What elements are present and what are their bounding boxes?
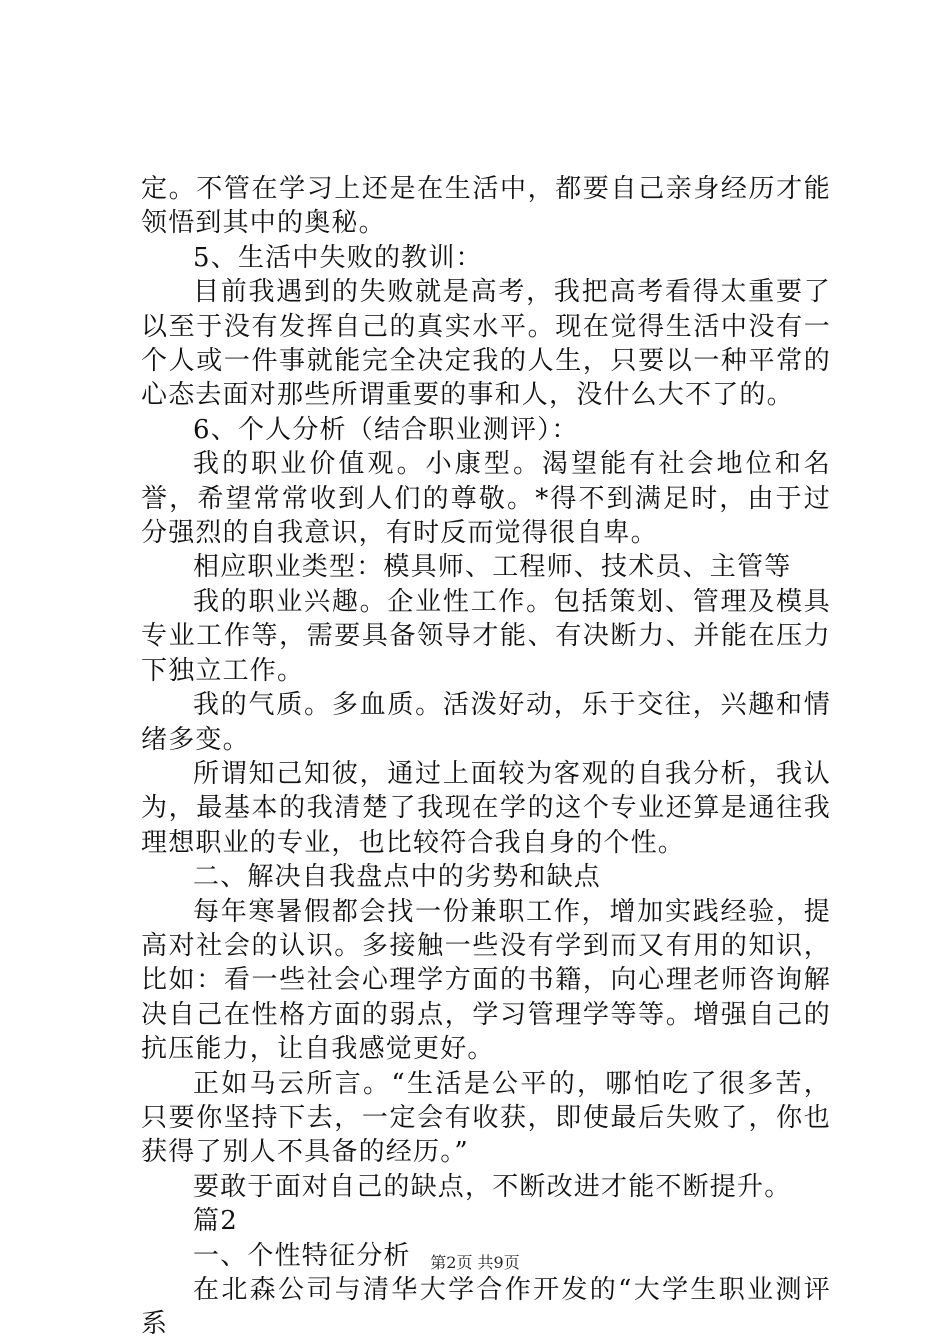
paragraph-6: 相应职业类型：模具师、工程师、技术员、主管等 [193, 552, 792, 583]
paragraph-9: 所谓知己知彼，通过上面较为客观的自我分析，我认为，最基本的我清楚了我现在学的这个专业还算是通往我理想职业的专业，也比较符合我自身的个性。 [141, 758, 831, 858]
paragraph-13: 要敢于面对自己的缺点，不断改进才能不断提升。 [193, 1171, 792, 1202]
page-footer: 第2页 共9页 [430, 1253, 520, 1272]
paragraph-10: 二、解决自我盘点中的劣势和缺点 [193, 862, 602, 893]
paragraph-8: 我的气质。多血质。活泼好动，乐于交往，兴趣和情绪多变。 [141, 690, 831, 755]
paragraph-1: 定。不管在学习上还是在生活中，都要自己亲身经历才能领悟到其中的奥秘。 [141, 174, 831, 239]
paragraph-14: 篇2 [193, 1206, 238, 1237]
paragraph-7: 我的职业兴趣。企业性工作。包括策划、管理及模具专业工作等，需要具备领导才能、有决断力、并能在压力下独立工作。 [141, 586, 831, 686]
paragraph-11: 每年寒暑假都会找一份兼职工作，增加实践经验，提高对社会的认识。多接触一些没有学到而又有用的知识，比如：看一些社会心理学方面的书籍，向心理老师咨询解决自己在性格方面的弱点，学习管理学等等。增强自己的抗压能力，让自我感觉更好。 [141, 896, 831, 1065]
paragraph-16: 在北森公司与清华大学合作开发的“大学生职业测评系 [141, 1275, 831, 1340]
paragraph-2: 5、生活中失败的教训： [193, 242, 483, 273]
paragraph-3: 目前我遇到的失败就是高考，我把高考看得太重要了以至于没有发挥自己的真实水平。现在觉得生活中没有一个人或一件事就能完全决定我的人生，只要以一种平常的心态去面对那些所谓重要的事和人，没什么大不了的。 [141, 277, 831, 411]
paragraph-12: 正如马云所言。“生活是公平的，哪怕吃了很多苦，只要你坚持下去，一定会有收获，即使最后失败了，你也获得了别人不具备的经历。” [141, 1068, 831, 1168]
paragraph-15: 一、个性特征分析 [193, 1240, 411, 1271]
paragraph-5: 我的职业价值观。小康型。渴望能有社会地位和名誉，希望常常收到人们的尊敬。*得不到满足时，由于过分强烈的自我意识，有时反而觉得很自卑。 [141, 449, 831, 549]
paragraph-4: 6、个人分析（结合职业测评）： [193, 414, 579, 445]
document-body [141, 172, 831, 1342]
